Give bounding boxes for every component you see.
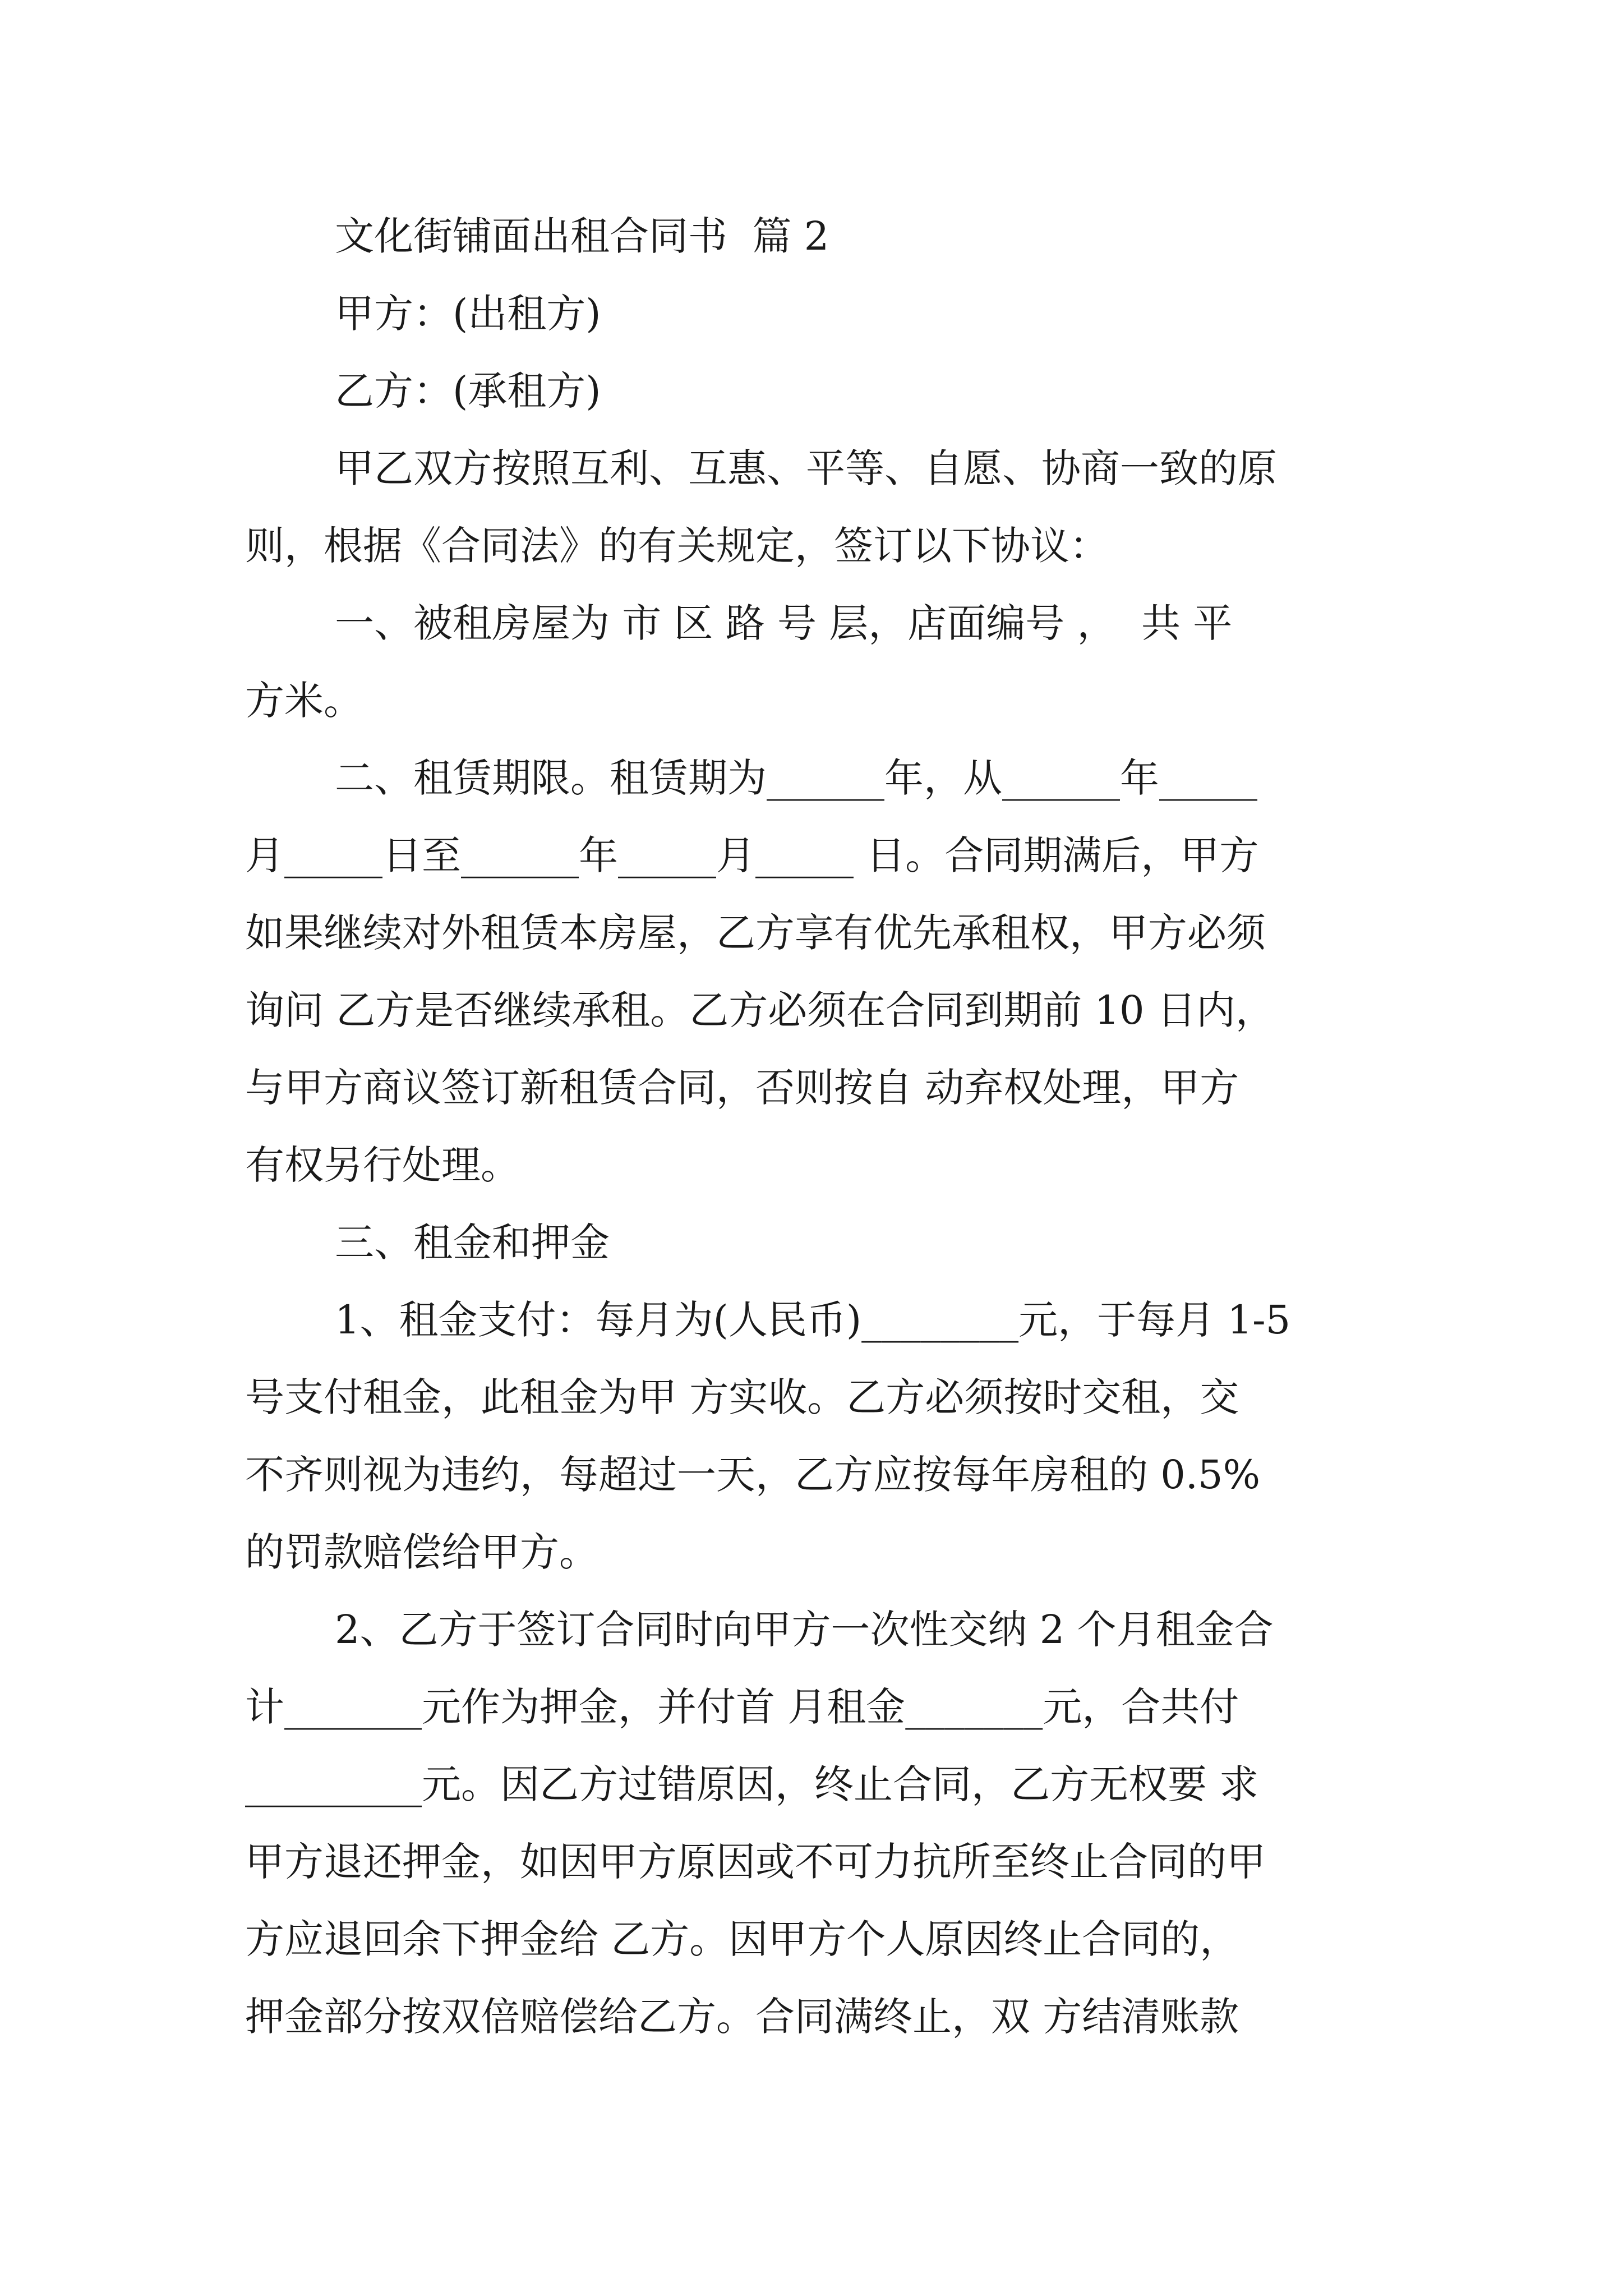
clause-2-line: 如果继续对外租赁本房屋，乙方享有优先承租权，甲方必须 xyxy=(245,910,1266,956)
clause-3-2-line: 押金部分按双倍赔偿给乙方。合同满终止，双 方结清账款 xyxy=(245,1994,1239,2040)
clause-3-2-line: 计_______元作为押金，并付首 月租金_______元，合共付 xyxy=(245,1684,1239,1730)
clause-2-line: 月_____日至______年_____月_____ 日。合同期满后，甲方 xyxy=(245,832,1259,878)
paragraph-line: 甲乙双方按照互利、互惠、平等、自愿、协商一致的原 xyxy=(335,445,1277,491)
clause-3-2-line: 甲方退还押金，如因甲方原因或不可力抗所至终止合同的甲 xyxy=(245,1839,1266,1885)
clause-3-2-line: _________元。因乙方过错原因，终止合同，乙方无权要 求 xyxy=(245,1761,1259,1807)
clause-2-line: 有权另行处理。 xyxy=(245,1142,520,1188)
clause-3-1-line: 不齐则视为违约，每超过一天，乙方应按每年房租的 0.5% xyxy=(245,1452,1261,1498)
clause-2-line: 询问 乙方是否继续承租。乙方必须在合同到期前 10 日内， xyxy=(245,987,1275,1033)
clause-3-2-line: 方应退回余下押金给 乙方。因甲方个人原因终止合同的， xyxy=(245,1916,1239,1962)
clause-1-line: 方米。 xyxy=(245,678,363,724)
clause-3-1-line: 号支付租金，此租金为甲 方实收。乙方必须按时交租，交 xyxy=(245,1374,1239,1420)
party-a-line: 甲方：(出租方) xyxy=(335,291,601,337)
paragraph-line: 则，根据《合同法》的有关规定，签订以下协议： xyxy=(245,523,1109,569)
clause-2-line: 二、租赁期限。租赁期为______年，从______年_____ xyxy=(335,755,1257,801)
party-b-line: 乙方：(承租方) xyxy=(335,368,601,414)
clause-3-1-line: 1、租金支付：每月为(人民币)________元，于每月 1-5 xyxy=(335,1297,1291,1343)
clause-3-heading: 三、租金和押金 xyxy=(335,1220,610,1266)
clause-2-line: 与甲方商议签订新租赁合同，否则按自 动弃权处理，甲方 xyxy=(245,1065,1239,1111)
clause-1-line: 一、被租房屋为 市 区 路 号 层，店面编号 ， 共 平 xyxy=(335,600,1233,646)
clause-3-2-line: 2、乙方于签订合同时向甲方一次性交纳 2 个月租金合 xyxy=(335,1607,1274,1653)
document-title: 文化街铺面出租合同书 篇 2 xyxy=(335,213,829,259)
clause-3-1-line: 的罚款赔偿给甲方。 xyxy=(245,1529,598,1575)
